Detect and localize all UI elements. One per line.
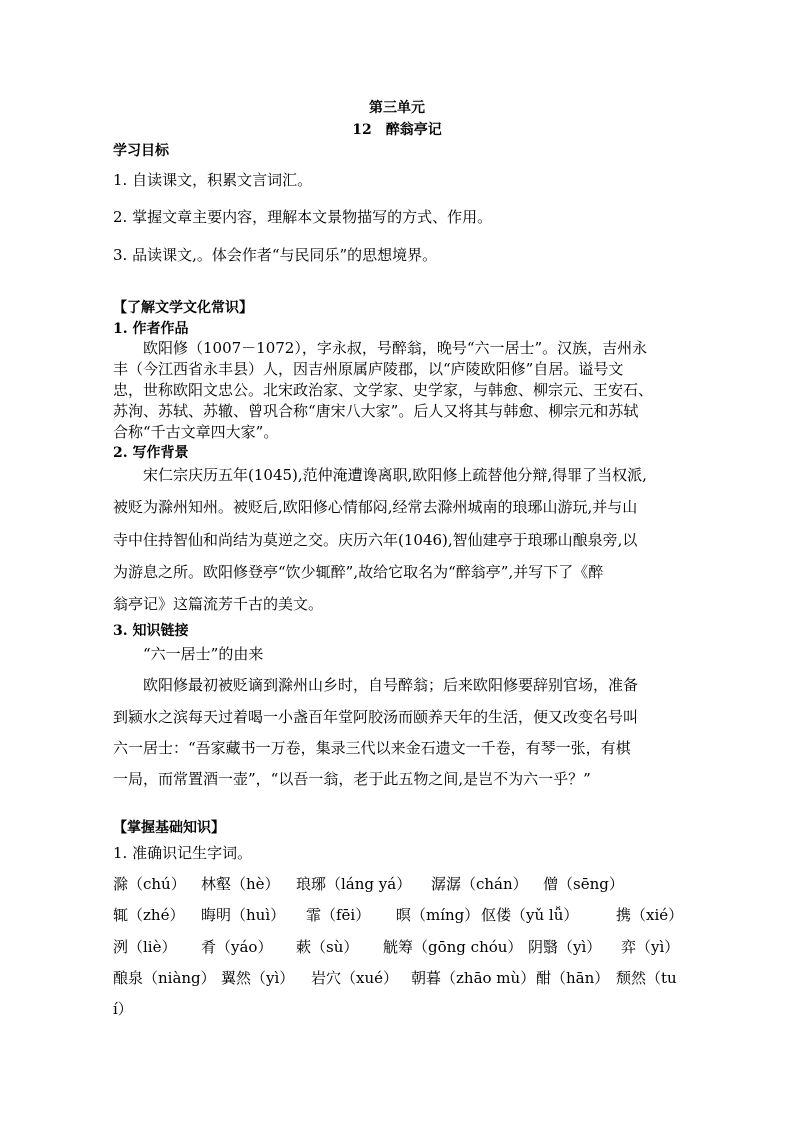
vocab-entry: 酿泉（niàng） (113, 969, 216, 987)
link-heading: 3. 知识链接 (113, 623, 189, 639)
link-line: 一局，而常置酒一壶”，“以吾一翁，老于此五物之间,是岂不为六一乎？” (113, 770, 591, 788)
vocab-entry: 觥筹（gōng chóu） (383, 938, 523, 956)
link-line: 六一居士：“吾家藏书一万卷，集录三代以来金石遗文一千卷，有琴一张，有棋 (113, 739, 631, 757)
vocab-entry: 辄（zhé） (113, 906, 185, 924)
vocab-entry: 琅琊（láng yá） (296, 875, 412, 893)
link-subtitle: “六一居士”的由来 (143, 645, 264, 663)
vocab-entry: 蔌（sù） (296, 938, 359, 956)
author-line: 欧阳修（1007－1072），字永叔，号醉翁，晚号“六一居士”。汉族，吉州永 (143, 339, 648, 357)
background-line: 被贬为滁州知州。被贬后,欧阳修心情郁闷,经常去滁州城南的琅琊山游玩,并与山 (113, 498, 638, 516)
vocab-entry: 晦明（huì） (201, 906, 286, 924)
vocab-entry: 阴翳（yì） (528, 938, 602, 956)
author-line: 丰（今江西省永丰县）人，因吉州原属庐陵郡，以“庐陵欧阳修”自居。谥号文 (113, 360, 624, 378)
vocab-entry: 肴（yáo） (201, 938, 273, 956)
background-line: 宋仁宗庆历五年(1045),范仲淹遭谗离职,欧阳修上疏替他分辩,得罪了当权派, (143, 466, 647, 484)
background-heading: 2. 写作背景 (113, 445, 189, 461)
author-line: 忠，世称欧阳文忠公。北宋政治家、文学家、史学家，与韩愈、柳宗元、王安石、 (113, 381, 654, 399)
vocab-entry: 洌（liè） (113, 938, 177, 956)
lesson-title: 12 醉翁亭记 (352, 122, 442, 138)
vocab-entry: 弈（yì） (621, 938, 680, 956)
objectives-heading: 学习目标 (113, 143, 169, 159)
author-line: 合称“千古文章四大家”。 (113, 423, 279, 441)
background-line: 翁亭记》这篇流芳千古的美文。 (113, 595, 324, 613)
vocab-entry: 僧（sēng） (543, 875, 624, 893)
vocab-entry: 滁（chú） (113, 875, 186, 893)
basics-heading: 【掌握基础知识】 (113, 820, 225, 836)
author-line: 苏洵、苏轼、苏辙、曾巩合称“唐宋八大家”。后人又将其与韩愈、柳宗元和苏轼 (113, 402, 639, 420)
vocab-entry: 林壑（hè） (201, 875, 280, 893)
vocab-entry: 翼然（yì） (221, 969, 295, 987)
vocab-entry: 朝暮（zhāo mù） (411, 969, 536, 987)
vocab-entry: 伛偻（yǔ lǚ） (481, 906, 579, 924)
vocab-entry: 颓然（tu (616, 969, 677, 987)
vocab-entry: 潺潺（chán） (431, 875, 528, 893)
unit-title: 第三单元 (369, 100, 425, 116)
link-line: 欧阳修最初被贬谪到滁州山乡时，自号醉翁；后来欧阳修要辞别官场，准备 (143, 676, 639, 694)
vocab-overflow: í） (113, 1000, 133, 1018)
vocab-entry: 霏（fēi） (306, 906, 371, 924)
vocab-entry: 暝（míng） (396, 906, 480, 924)
vocab-entry: 岩穴（xué） (311, 969, 398, 987)
author-heading: 1. 作者作品 (113, 321, 189, 337)
objective-item-3: 3. 品读课文,。体会作者“与民同乐”的思想境界。 (113, 246, 438, 264)
background-line: 寺中住持智仙和尚结为莫逆之交。庆历六年(1046),智仙建亭于琅琊山酿泉旁,以 (113, 531, 638, 549)
objective-item-2: 2. 掌握文章主要内容，理解本文景物描写的方式、作用。 (113, 208, 493, 226)
vocab-entry: 携（xié） (616, 906, 684, 924)
objective-item-1: 1. 自读课文，积累文言词汇。 (113, 171, 313, 189)
background-line: 为游息之所。欧阳修登亭“饮少辄醉”,故给它取名为“醉翁亭”,并写下了《醉 (113, 563, 604, 581)
culture-heading: 【了解文学文化常识】 (113, 300, 253, 316)
link-line: 到颍水之滨每天过着喝一小盏百年堂阿胶汤而颐养天年的生活，便又改变名号叫 (113, 708, 639, 726)
basics-item-1: 1. 准确识记生字词。 (113, 844, 253, 862)
vocab-entry: 酣（hān） (536, 969, 610, 987)
